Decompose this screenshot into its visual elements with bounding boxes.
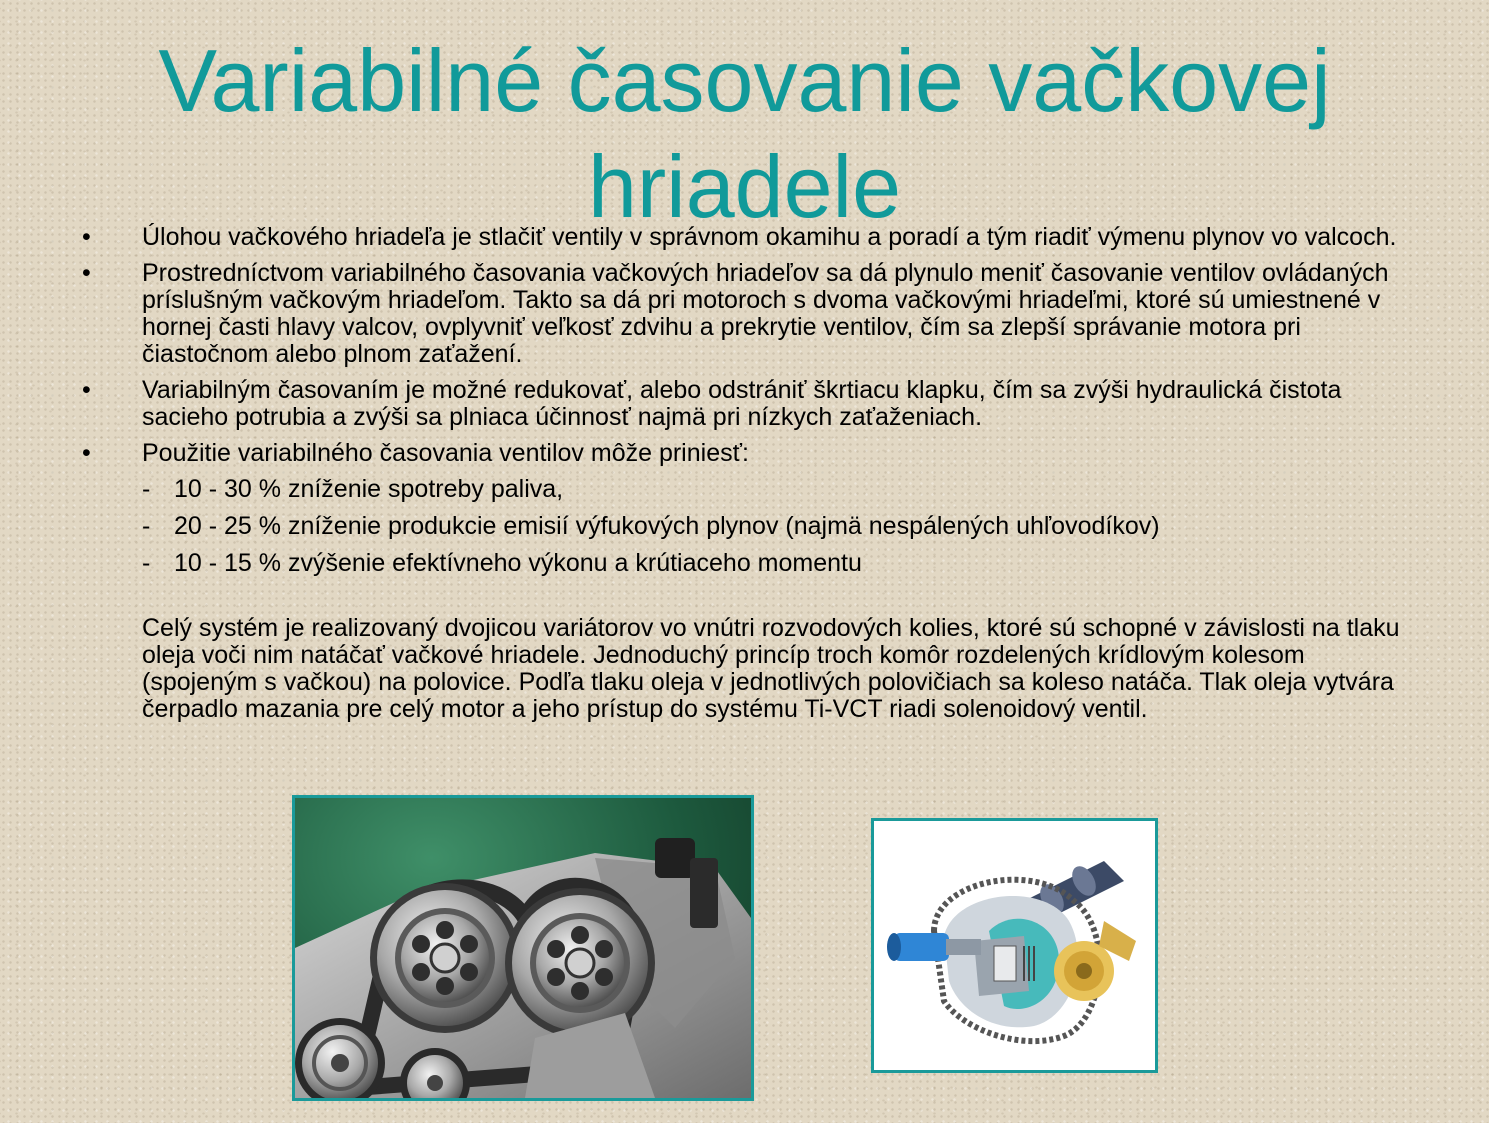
bullet-text: Úlohou vačkového hriadeľa je stlačiť ventily v správnom okamihu a poradí a tým riadiť výmenu plynov vo valcoch.	[142, 223, 1397, 251]
title-line-1: Variabilné časovanie vačkovej	[158, 31, 1331, 130]
bullet-text: Prostredníctvom variabilného časovania vačkových hriadeľov sa dá plynulo meniť časovanie ventilov ovládaných príslušným vačkovým hriadeľom. Takto sa dá pri motoroch s dvoma vačkovými hriadeľmi, ktoré sú umiestnené v hornej časti hlavy valcov, ovplyvniť veľkosť zdvihu a prekrytie ventilov, čím sa zlepší správanie motora pri čiastočnom alebo plnom zaťažení.	[142, 259, 1389, 368]
bullet-marker: •	[82, 376, 91, 404]
ti-vct-cutaway-diagram	[871, 818, 1158, 1073]
engine-camshaft-pulleys-photo	[292, 795, 754, 1101]
dash-marker: -	[142, 475, 151, 503]
title-line-2: hriadele	[587, 137, 902, 236]
sub-item	[80, 550, 1410, 577]
sub-list	[80, 476, 1410, 577]
bullet-item	[80, 440, 1410, 467]
description-paragraph: Celý systém je realizovaný dvojicou variátorov vo vnútri rozvodových kolies, ktoré sú schopné v závislosti na tlaku oleja voči nim natáčať vačkové hriadele. Jednoduchý princíp troch komôr rozdelených krídlovým kolesom (spojeným s vačkou) na polovice. Podľa tlaku oleja v jednotlivých polovičiach sa koleso natáča. Tlak oleja vytvára čerpadlo mazania pre celý motor a jeho prístup do systému Ti-VCT riadi solenoidový ventil.	[142, 614, 1400, 723]
slide-content	[80, 224, 1410, 723]
bullet-item	[80, 377, 1410, 431]
slide-title	[0, 28, 1489, 240]
sub-item-text: 10 - 30 % zníženie spotreby paliva,	[174, 475, 564, 503]
dash-marker: -	[142, 512, 151, 540]
sub-item	[80, 513, 1410, 540]
bullet-text: Variabilným časovaním je možné redukovať, alebo odstrániť škrtiacu klapku, čím sa zvýši hydraulická čistota sacieho potrubia a zvýši sa plniaca účinnosť najmä pri nízkych zaťaženiach.	[142, 376, 1342, 431]
sub-item-text: 20 - 25 % zníženie produkcie emisií výfukových plynov (najmä nespálených uhľovodíkov)	[174, 512, 1160, 540]
sub-item-text: 10 - 15 % zvýšenie efektívneho výkonu a krútiaceho momentu	[174, 549, 862, 577]
sub-item	[80, 476, 1410, 503]
bullet-text: Použitie variabilného časovania ventilov môže priniesť:	[142, 439, 749, 467]
bullet-item	[80, 260, 1410, 368]
bullet-item	[80, 224, 1410, 251]
bullet-marker: •	[82, 223, 91, 251]
bullet-list	[80, 224, 1410, 467]
bullet-marker: •	[82, 439, 91, 467]
dash-marker: -	[142, 549, 151, 577]
vct-illustration	[874, 821, 1155, 1070]
engine-illustration	[295, 798, 751, 1098]
bullet-marker: •	[82, 259, 91, 287]
